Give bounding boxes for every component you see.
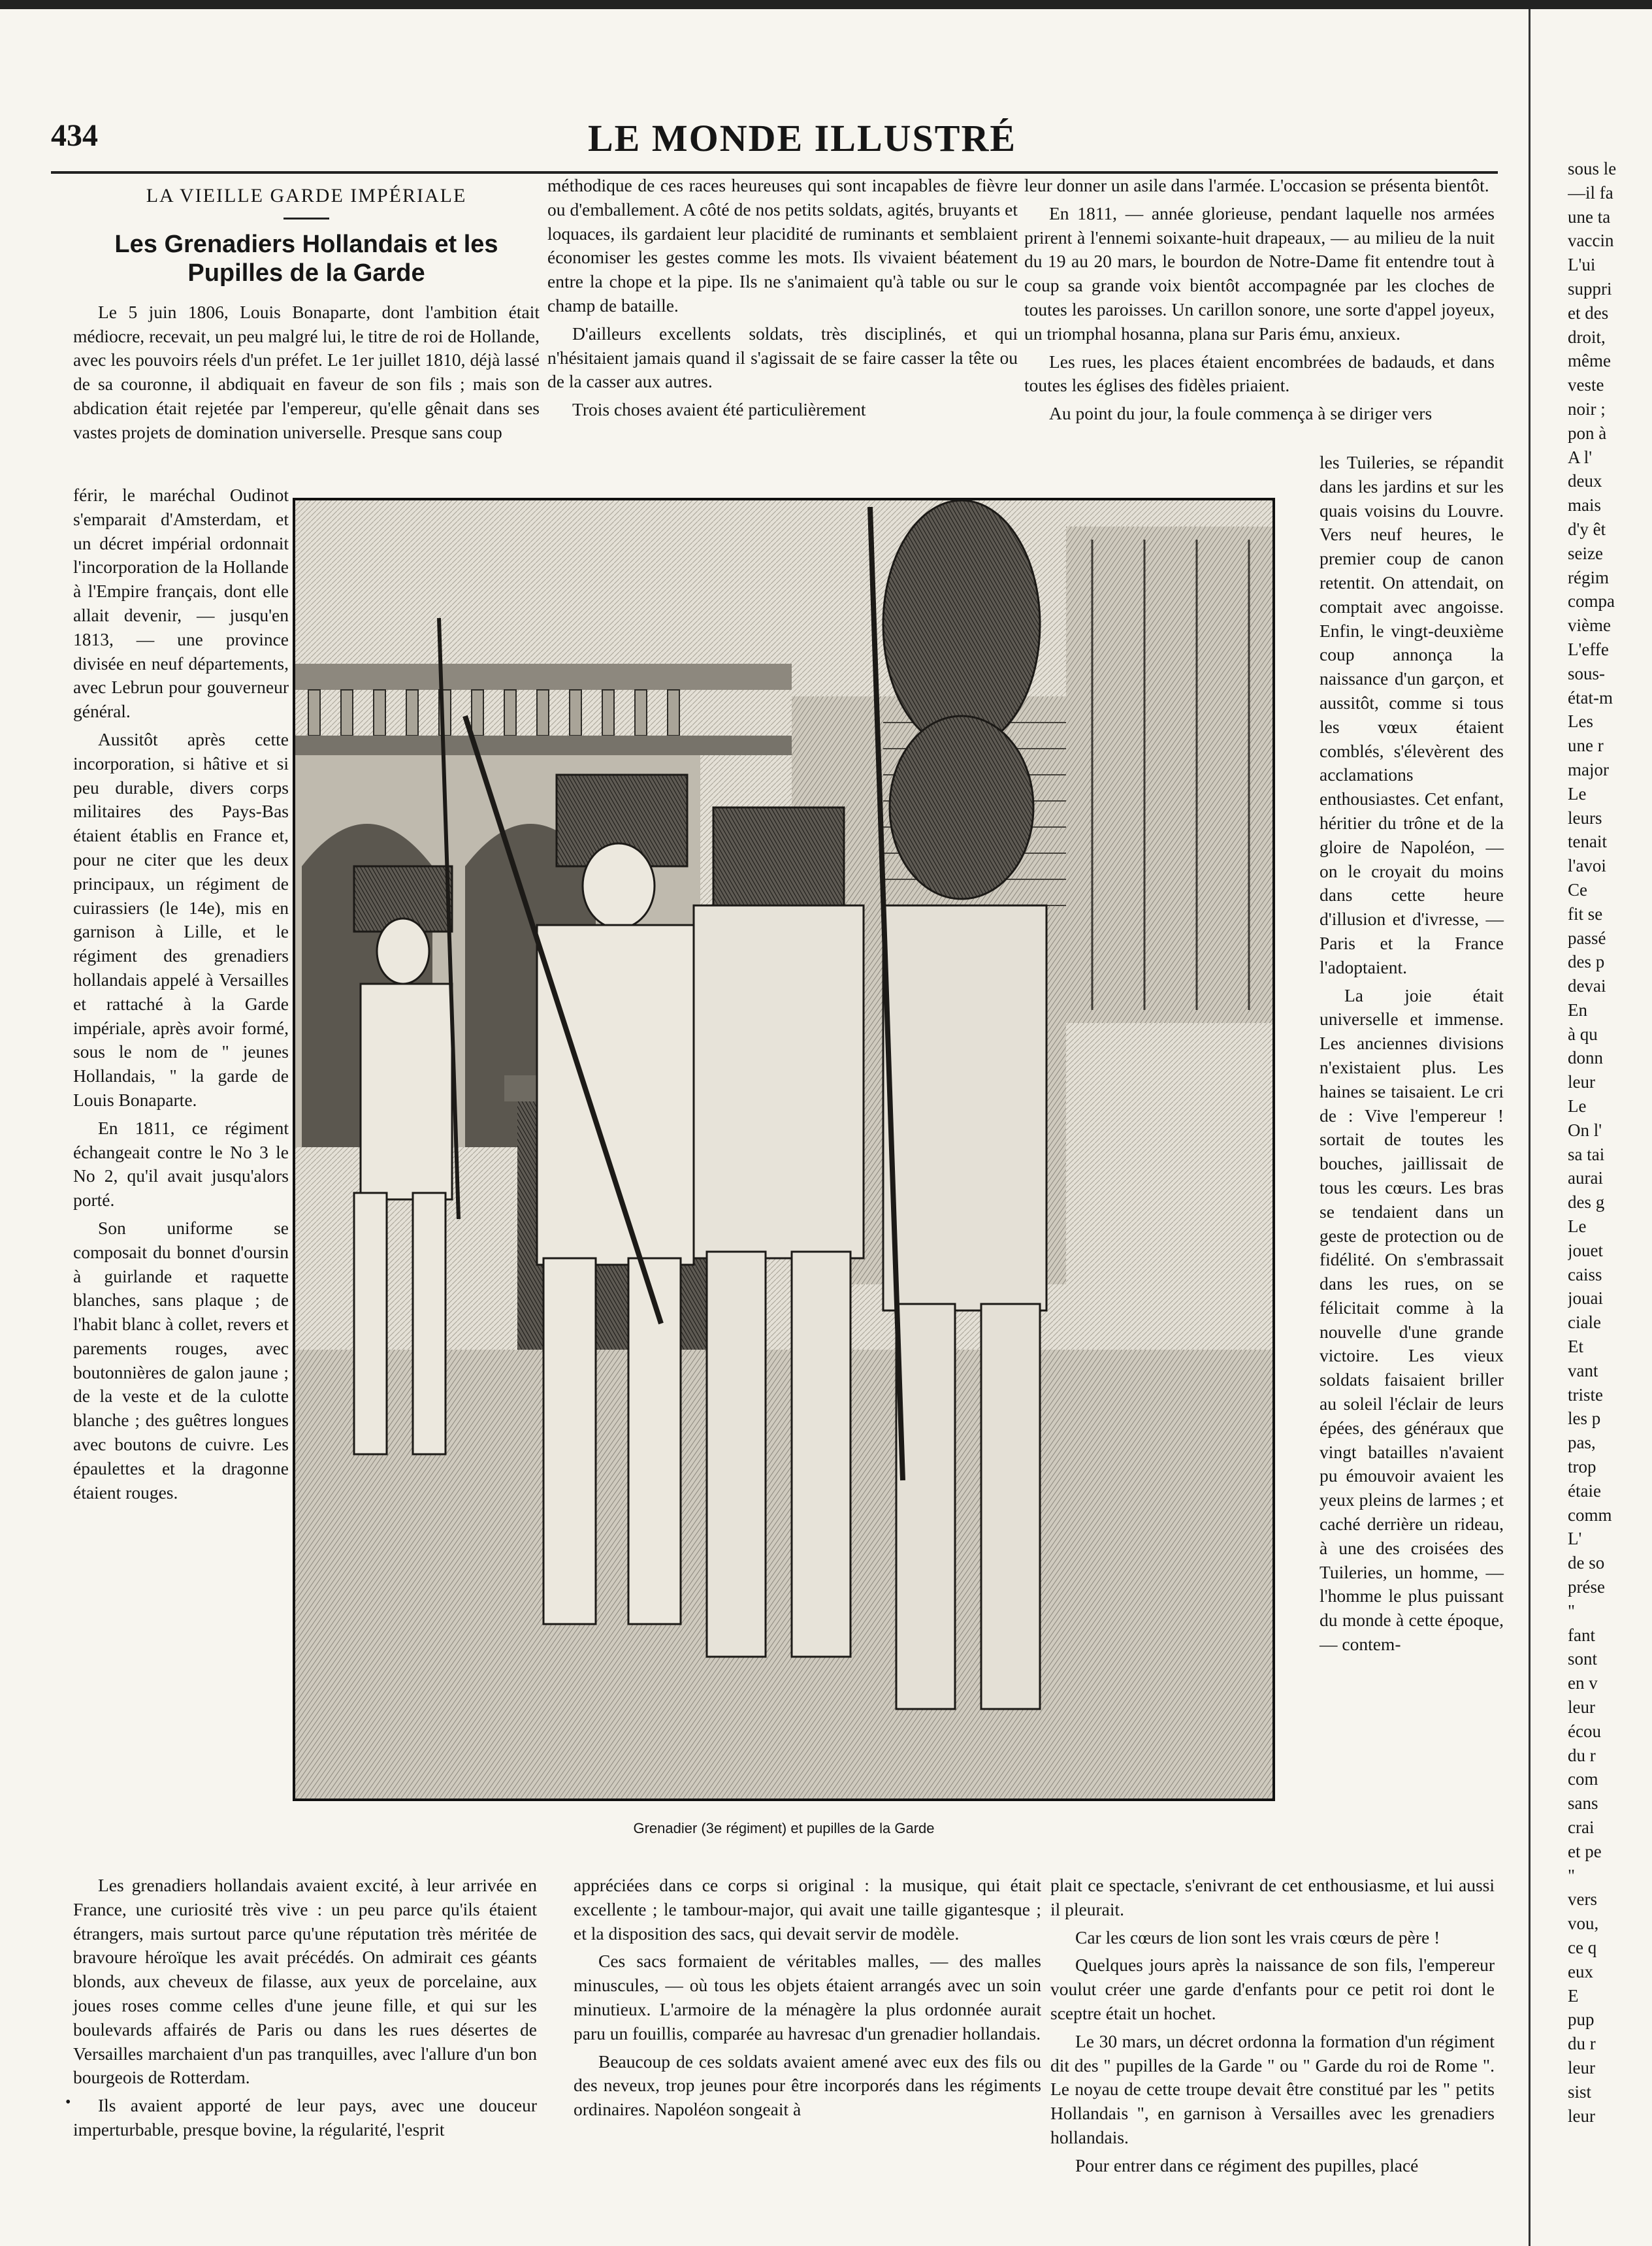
column-1-bottom (73, 1874, 537, 2146)
edge-line: une ta (1568, 206, 1611, 227)
edge-line: donn (1568, 1048, 1603, 1068)
edge-line: pon à (1568, 423, 1607, 443)
paragraph: En 1811, ce régiment échangeait contre le No 3 le No 2, qu'il avait jusqu'alors porté. (73, 1117, 289, 1211)
edge-line: leur (1568, 2057, 1595, 2077)
edge-line: —il fa (1568, 182, 1613, 203)
paragraph: Les grenadiers hollandais avaient excité, à leur arrivée en France, une curiosité très vive : un peu parce qu'ils étaient étrangers, mais surtout parce qu'une réputation très méritée de bravoure héroïque les avait précédés. On admirait ces géants blonds, aux cheveux de filasse, aux yeux de porcelaine, aux joues roses comme celles d'une jeune fille, et qui sur les boulevards affairés de Paris ou dans les rues désertes de Versailles marchaient d'un pas tranquilles, avec l'allure d'un bon bourgeois de Rotterdam. (73, 1875, 537, 2088)
paragraph: appréciées dans ce corps si original : la musique, qui était excellente ; le tambour-major, qui avait une taille gigantesque ; et la disposition des sacs, qui devait servir de modèle. (574, 1875, 1041, 1944)
paragraph: méthodique de ces races heureuses qui sont incapables de fièvre ou d'emballement. A côté de nos petits soldats, agités, bruyants et loquaces, ils gardaient leur placidité de ruminants et semblaient économiser les gestes comme les mots. Ils vivaient béatement entre la chope et la pipe. Ils ne s'animaient qu'à table ou sur le champ de bataille. (547, 175, 1018, 316)
column-2-top (547, 174, 1018, 426)
edge-line: pas, (1568, 1433, 1596, 1453)
edge-line: leur (1568, 1697, 1595, 1717)
edge-line: l'avoi (1568, 856, 1606, 876)
kicker-rule (283, 218, 329, 220)
edge-line: passé (1568, 928, 1606, 948)
paragraph: En 1811, — année glorieuse, pendant laquelle nos armées prirent à l'ennemi soixante-huit drapeaux, — au milieu de la nuit du 19 au 20 mars, le bourdon de Notre-Dame fit entendre tout à coup sa grande voix bientôt accompagnée par les cloches de toutes les paroisses. Un carillon sonore, une sorte d'appel joyeux, un triomphal hosanna, plana sur Paris ému, anxieux. (1024, 203, 1495, 344)
edge-line: " (1568, 1865, 1576, 1885)
edge-line: Les (1568, 711, 1593, 732)
paragraph: Car les cœurs de lion sont les vrais cœurs de père ! (1075, 1927, 1440, 1947)
edge-line: une r (1568, 736, 1604, 756)
edge-line: veste (1568, 375, 1604, 395)
edge-line: tenait (1568, 832, 1607, 852)
edge-line: droit, (1568, 327, 1606, 347)
edge-line: des g (1568, 1192, 1605, 1213)
edge-line: L' (1568, 1529, 1582, 1549)
edge-line: ce q (1568, 1937, 1597, 1957)
edge-line: L'effe (1568, 639, 1609, 659)
edge-line: vou, (1568, 1913, 1599, 1934)
edge-line: aurai (1568, 1168, 1603, 1188)
edge-line: sist (1568, 2081, 1592, 2102)
edge-line: sans (1568, 1793, 1598, 1814)
edge-line: trop (1568, 1457, 1596, 1477)
edge-line: des p (1568, 952, 1605, 972)
edge-line: On l' (1568, 1120, 1602, 1140)
edge-line: seize (1568, 543, 1603, 563)
edge-line: noir ; (1568, 399, 1606, 419)
edge-line: deux (1568, 471, 1602, 491)
edge-line: et pe (1568, 1841, 1602, 1861)
edge-line: sous- (1568, 663, 1606, 683)
edge-line: vième (1568, 615, 1611, 636)
adjacent-page-edge (1568, 157, 1652, 2128)
edge-line: leurs (1568, 807, 1602, 828)
paragraph: Le 5 juin 1806, Louis Bonaparte, dont l'ambition était médiocre, recevait, un peu malgré lui, le titre de roi de Hollande, avec les pouvoirs réels d'un préfet. Le 1er juillet 1810, déjà lassé de sa couronne, il abdiquait en faveur de son fils ; mais son abdication était rejetée par l'empereur, qu'elle gênait dans ses vastes projets de domination universelle. Presque sans coup (73, 301, 540, 442)
edge-line: même (1568, 351, 1611, 371)
edge-line: eux (1568, 1961, 1593, 1981)
column-1-top (73, 184, 540, 449)
edge-line: sous le (1568, 159, 1617, 178)
edge-line: jouet (1568, 1240, 1603, 1260)
edge-line: vant (1568, 1360, 1598, 1380)
paragraph: Ces sacs formaient de véritables malles, — des malles minuscules, — où tous les objets étaient arrangés avec un soin minutieux. L'armoire de la ménagère la plus ordonnée aurait paru un fouillis, comparée au havresac d'un grenadier hollandais. (574, 1951, 1041, 2043)
edge-line: compa (1568, 591, 1615, 611)
edge-line: E (1568, 1985, 1579, 2006)
edge-line: sa tai (1568, 1144, 1605, 1164)
edge-line: fit se (1568, 903, 1603, 924)
edge-line: à qu (1568, 1024, 1598, 1044)
paragraph: Son uniforme se composait du bonnet d'oursin à guirlande et raquette blanches, sans plaque ; de l'habit blanc à collet, revers et parements rouges, avec boutonnières de galon jaune ; de la veste et de la culotte blanche ; des guêtres longues avec boutons de cuivre. Les épaulettes et la dragonne étaient rouges. (73, 1217, 289, 1503)
edge-line: suppri (1568, 278, 1612, 299)
edge-line: fant (1568, 1625, 1595, 1645)
engraving-illustration (293, 498, 1275, 1801)
edge-line: pup (1568, 2010, 1595, 2030)
edge-line: écou (1568, 1721, 1601, 1741)
edge-line: de so (1568, 1553, 1605, 1573)
paragraph: Aussitôt après cette incorporation, si hâtive et si peu durable, divers corps militaires des Pays-Bas étaient établis en France et, pour ne citer que les deux principaux, un régiment de cuirassiers (le 14e), mis en garnison à Lille, et le régiment des grenadiers hollandais appelé à Versailles et rattaché à la Garde impériale, après avoir formé, sous le nom de " jeunes Hollandais, " la garde de Louis Bonaparte. (73, 728, 289, 1110)
edge-line: Et (1568, 1337, 1583, 1357)
edge-line: Le (1568, 1096, 1587, 1116)
edge-line: En (1568, 1000, 1587, 1020)
article-headline: Les Grenadiers Hollandais et les Pupilles de la Garde (114, 230, 498, 287)
edge-line: crai (1568, 1817, 1595, 1837)
column-2-bottom (574, 1874, 1041, 2126)
edge-line: A l' (1568, 447, 1593, 467)
edge-line: prése (1568, 1577, 1605, 1597)
edge-line: major (1568, 759, 1609, 779)
paragraph: les Tuileries, se répandit dans les jardins et sur les quais voisins du Louvre. Vers neuf heures, le premier coup de canon retentit. On attendait, on comptait avec angoisse. Enfin, le vingt-deuxième coup annonça la naissance d'un garçon, et aussitôt, comme si tous les vœux étaient comblés, s'élevèrent des acclamations enthousiastes. Cet enfant, héritier du trône et de la gloire de Napoléon, — on le croyait du moins dans cette heure d'illusion et d'ivresse, — Paris et la France l'adoptaient. (1320, 452, 1504, 977)
edge-line: jouai (1568, 1288, 1603, 1309)
paragraph: Beaucoup de ces soldats avaient amené avec eux des fils ou des neveux, trop jeunes pour être incorporés dans les régiments ordinaires. Napoléon songeait à (574, 2051, 1041, 2120)
edge-line: d'y êt (1568, 519, 1606, 539)
edge-line: L'ui (1568, 255, 1596, 275)
paragraph: Quelques jours après la naissance de son fils, l'empereur voulut créer une garde d'enfants pour ce petit roi dont le sceptre était un hochet. (1050, 1955, 1495, 2023)
paragraph: leur donner un asile dans l'armée. L'occasion se présenta bientôt. (1024, 175, 1489, 195)
article-kicker: LA VIEILLE GARDE IMPÉRIALE (146, 185, 467, 206)
edge-line: du r (1568, 1745, 1596, 1765)
edge-line: et des (1568, 302, 1609, 323)
journal-title: LE MONDE ILLUSTRÉ (588, 117, 1017, 159)
edge-line: sont (1568, 1649, 1598, 1669)
edge-line: les p (1568, 1408, 1601, 1429)
page-fold-line (1529, 9, 1531, 2246)
edge-line: mais (1568, 495, 1601, 515)
paragraph: Les rues, les places étaient encombrées de badauds, et dans toutes les églises des fidèles priaient. (1024, 351, 1495, 396)
edge-line: caiss (1568, 1264, 1602, 1284)
page-top-edge (0, 0, 1652, 9)
paragraph: D'ailleurs excellents soldats, très disciplinés, et qui n'hésitaient jamais quand il s'agissait de se faire casser la tête ou de la casser aux autres. (547, 323, 1018, 392)
edge-line: " (1568, 1601, 1576, 1621)
edge-line: com (1568, 1769, 1598, 1789)
edge-line: en v (1568, 1673, 1598, 1693)
column-3-narrow (1320, 451, 1504, 1661)
figure-caption: Grenadier (3e régiment) et pupilles de la Garde (633, 1820, 935, 1836)
edge-line: étaie (1568, 1480, 1601, 1501)
paragraph: Pour entrer dans ce régiment des pupilles, placé (1075, 2155, 1419, 2175)
paragraph: Trois choses avaient été particulièrement (572, 399, 866, 420)
paragraph: Au point du jour, la foule commença à se diriger vers (1049, 403, 1433, 424)
edge-line: vers (1568, 1889, 1597, 1910)
column-3-top (1024, 174, 1495, 430)
edge-line: régim (1568, 567, 1609, 587)
margin-dot: • (65, 2094, 71, 2111)
edge-line: du r (1568, 2034, 1596, 2054)
edge-line: vaccin (1568, 231, 1614, 251)
edge-line: leur (1568, 1072, 1595, 1092)
column-3-bottom (1050, 1874, 1495, 2182)
paragraph: Ils avaient apporté de leur pays, avec une douceur imperturbable, presque bovine, la régularité, l'esprit (73, 2095, 537, 2140)
edge-line: devai (1568, 976, 1606, 996)
edge-line: triste (1568, 1384, 1603, 1405)
edge-line: Le (1568, 783, 1587, 804)
edge-line: Le (1568, 1216, 1587, 1237)
paragraph: La joie était universelle et immense. Les anciennes divisions n'existaient plus. Les haines se taisaient. Le cri de : Vive l'empereur ! sortait de toutes les bouches, jaillissait de tous les cœurs. Les bras se tendaient dans un geste de protection ou de fidélité. On s'embrassait dans les rues, on se félicitait comme à la nouvelle d'une grande victoire. Les vieux soldats faisaient briller au soleil l'éclair de leurs épées, des généraux que vingt batailles n'avaient pu émouvoir avaient les yeux pleins de larmes ; et caché derrière un rideau, à une des croisées des Tuileries, un homme, — l'homme le plus puissant du monde à cette époque, — contem- (1320, 985, 1504, 1655)
paragraph: férir, le maréchal Oudinot s'emparait d'Amsterdam, et un décret impérial ordonnait l'incorporation de la Hollande à l'Empire français, dont elle allait devenir, — jusqu'en 1813, — une province divisée en neuf départements, avec Lebrun pour gouverneur général. (73, 485, 289, 722)
edge-line: Ce (1568, 879, 1587, 900)
edge-line: état-m (1568, 687, 1613, 708)
paragraph: Le 30 mars, un décret ordonna la formation d'un régiment dit des " pupilles de la Garde " ou " Garde du roi de Rome ". Le noyau de cette troupe devait être constitué par les " petits Hollandais ", en garnison à Versailles avec les grenadiers hollandais. (1050, 2030, 1495, 2147)
edge-line: leur (1568, 2106, 1595, 2126)
edge-line: comm (1568, 1505, 1612, 1525)
page-number: 434 (51, 118, 98, 153)
grenadiers-engraving (295, 500, 1272, 1798)
paragraph: plait ce spectacle, s'enivrant de cet enthousiasme, et lui aussi il pleurait. (1050, 1875, 1495, 1919)
column-1-narrow (73, 483, 289, 1508)
edge-line: ciale (1568, 1312, 1601, 1333)
